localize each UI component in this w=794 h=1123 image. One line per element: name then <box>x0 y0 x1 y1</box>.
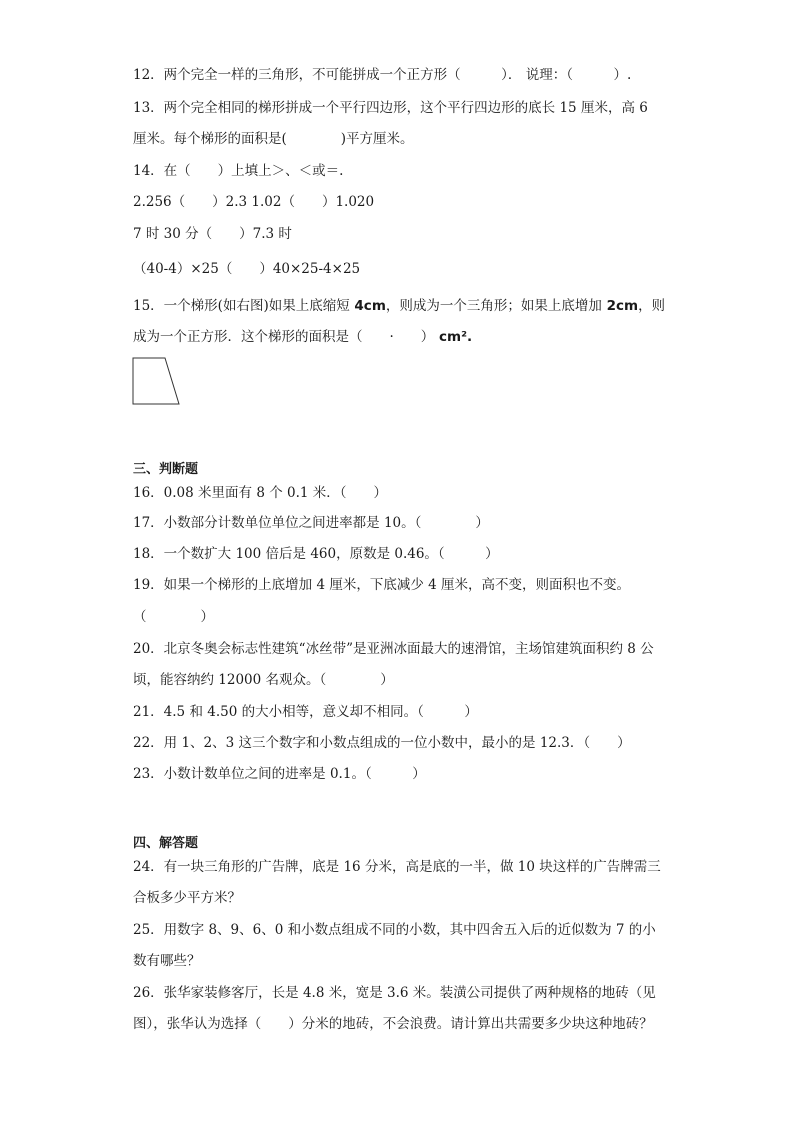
question-25-line-2: 数有哪些？ <box>133 953 201 969</box>
question-12: 12．两个完全一样的三角形，不可能拼成一个正方形（ ）． 说理：（ ）. <box>133 67 632 83</box>
question-18: 18．一个数扩大 100 倍后是 460，原数是 0.46。（ ） <box>133 546 499 562</box>
question-14-row-1: 2.256（ ）2.3 1.02（ ）1.020 <box>133 194 375 210</box>
question-13-line-1: 13．两个完全相同的梯形拼成一个平行四边形，这个平行四边形的底长 15 厘米，高 6 <box>133 100 648 116</box>
q15-bold-4cm: 4cm <box>349 298 386 314</box>
question-26-line-1: 26．张华家装修客厅，长是 4.8 米，宽是 3.6 米。装潢公司提供了两种规格的地砖（见 <box>133 985 656 1001</box>
trapezoid-figure <box>131 356 183 408</box>
question-24-line-2: 合板多少平方米？ <box>133 890 241 906</box>
question-26-line-2: 图），张华认为选择（ ）分米的地砖，不会浪费。请计算出共需要多少块这种地砖？ <box>133 1016 653 1032</box>
question-23: 23．小数计数单位之间的进率是 0.1。（ ） <box>133 766 426 782</box>
question-14-row-3: （40-4）×25（ ）40×25-4×25 <box>133 261 361 277</box>
q15-bold-2cm: 2cm <box>601 298 639 314</box>
question-19-line-1: 19．如果一个梯形的上底增加 4 厘米，下底减少 4 厘米，高不变，则面积也不变。 <box>133 577 631 593</box>
question-16: 16．0.08 米里面有 8 个 0.1 米．（ ） <box>133 485 388 501</box>
q15-text-3: ，则 <box>638 298 666 314</box>
q15-text-4: 成为一个正方形．这个梯形的面积是（ · ） <box>133 329 435 345</box>
section-4-heading: 四、解答题 <box>133 836 199 851</box>
question-13-line-2: 厘米。每个梯形的面积是( )平方厘米。 <box>133 131 414 147</box>
question-22: 22．用 1、2、3 这三个数字和小数点组成的一位小数中，最小的是 12.3．（ ） <box>133 735 631 751</box>
question-25-line-1: 25．用数字 8、9、6、0 和小数点组成不同的小数，其中四舍五入后的近似数为 7 的小 <box>133 922 656 938</box>
question-14: 14．在（ ）上填上＞、＜或＝. <box>133 163 344 179</box>
q15-unit: cm². <box>434 329 473 345</box>
q15-text-2: ，则成为一个三角形；如果上底增加 <box>385 298 602 314</box>
question-20-line-2: 顷，能容纳约 12000 名观众。（ ） <box>133 672 394 688</box>
question-21: 21．4.5 和 4.50 的大小相等，意义却不相同。（ ） <box>133 704 478 720</box>
question-17: 17．小数部分计数单位单位之间进率都是 10。（ ） <box>133 515 489 531</box>
question-14-row-2: 7 时 30 分（ ）7.3 时 <box>133 226 292 242</box>
question-15-line-1 <box>133 297 665 315</box>
question-19-line-2: （ ） <box>133 609 214 625</box>
question-24-line-1: 24．有一块三角形的广告牌，底是 16 分米，高是底的一半，做 10 块这样的广告牌需三 <box>133 859 661 875</box>
question-15-line-2 <box>133 328 472 346</box>
section-3-heading: 三、判断题 <box>133 462 199 477</box>
q15-text-1: 15．一个梯形(如右图)如果上底缩短 <box>133 298 350 314</box>
trapezoid-shape <box>133 358 179 404</box>
question-20-line-1: 20．北京冬奥会标志性建筑“冰丝带”是亚洲冰面最大的速滑馆，主场馆建筑面积约 8 公 <box>133 641 654 657</box>
